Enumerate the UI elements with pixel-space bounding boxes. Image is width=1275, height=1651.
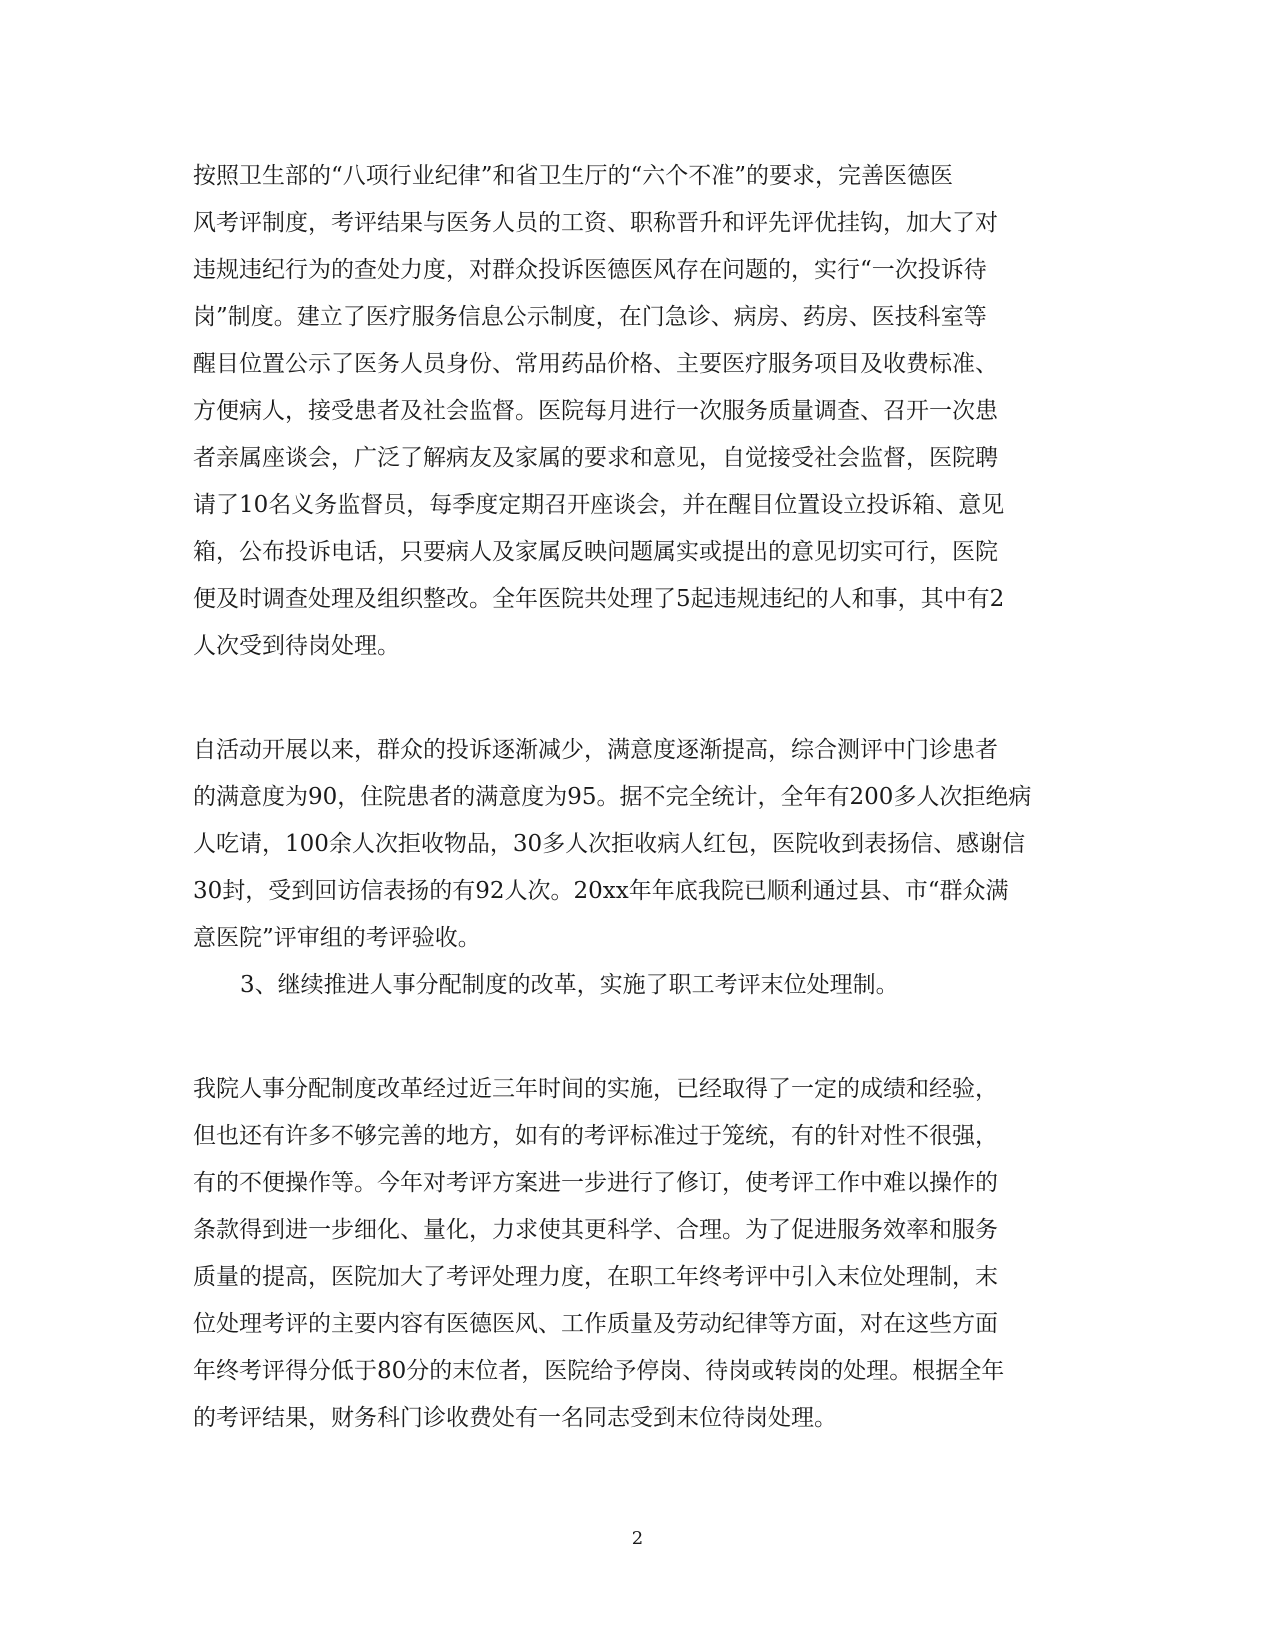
text-line: 有的不便操作等。今年对考评方案进一步进行了修订，使考评工作中难以操作的 (193, 1170, 998, 1196)
page-number: 2 (631, 1528, 644, 1549)
text-line: 30封，受到回访信表扬的有92人次。20xx年年底我院已顺利通过县、市“群众满 (193, 878, 1009, 904)
text-line: 我院人事分配制度改革经过近三年时间的实施，已经取得了一定的成绩和经验， (193, 1076, 998, 1102)
text-line: 人次受到待岗处理。 (193, 633, 400, 659)
text-line: 请了10名义务监督员，每季度定期召开座谈会，并在醒目位置设立投诉箱、意见 (193, 492, 1005, 518)
text-line: 岗”制度。建立了医疗服务信息公示制度，在门急诊、病房、药房、医技科室等 (193, 304, 987, 330)
text-line: 箱，公布投诉电话，只要病人及家属反映问题属实或提出的意见切实可行，医院 (193, 539, 998, 565)
text-line: 风考评制度，考评结果与医务人员的工资、职称晋升和评先评优挂钩，加大了对 (193, 210, 998, 236)
text-line: 质量的提高，医院加大了考评处理力度，在职工年终考评中引入末位处理制，末 (193, 1264, 998, 1290)
text-line: 但也还有许多不够完善的地方，如有的考评标准过于笼统，有的针对性不很强， (193, 1123, 998, 1149)
text-line: 意医院”评审组的考评验收。 (193, 925, 481, 951)
text-line: 醒目位置公示了医务人员身份、常用药品价格、主要医疗服务项目及收费标准、 (193, 351, 998, 377)
text-line: 方便病人，接受患者及社会监督。医院每月进行一次服务质量调查、召开一次患 (193, 398, 998, 424)
text-line: 自活动开展以来，群众的投诉逐渐减少，满意度逐渐提高，综合测评中门诊患者 (193, 737, 998, 763)
text-line: 的满意度为90，住院患者的满意度为95。据不完全统计，全年有200多人次拒绝病 (193, 784, 1032, 810)
text-line: 者亲属座谈会，广泛了解病友及家属的要求和意见，自觉接受社会监督，医院聘 (193, 445, 998, 471)
text-line: 人吃请，100余人次拒收物品，30多人次拒收病人红包，医院收到表扬信、感谢信 (193, 831, 1026, 857)
text-line: 的考评结果，财务科门诊收费处有一名同志受到末位待岗处理。 (193, 1405, 837, 1431)
text-line: 位处理考评的主要内容有医德医风、工作质量及劳动纪律等方面，对在这些方面 (193, 1311, 998, 1337)
section-heading-3: 3、继续推进人事分配制度的改革，实施了职工考评末位处理制。 (240, 972, 899, 998)
text-line: 年终考评得分低于80分的末位者，医院给予停岗、待岗或转岗的处理。根据全年 (193, 1358, 1005, 1384)
text-line: 便及时调查处理及组织整改。全年医院共处理了5起违规违纪的人和事，其中有2 (193, 586, 1005, 612)
text-line: 条款得到进一步细化、量化，力求使其更科学、合理。为了促进服务效率和服务 (193, 1217, 998, 1243)
text-line: 按照卫生部的“八项行业纪律”和省卫生厅的“六个不准”的要求，完善医德医 (193, 163, 954, 189)
text-line: 违规违纪行为的查处力度，对群众投诉医德医风存在问题的，实行“一次投诉待 (193, 257, 987, 283)
